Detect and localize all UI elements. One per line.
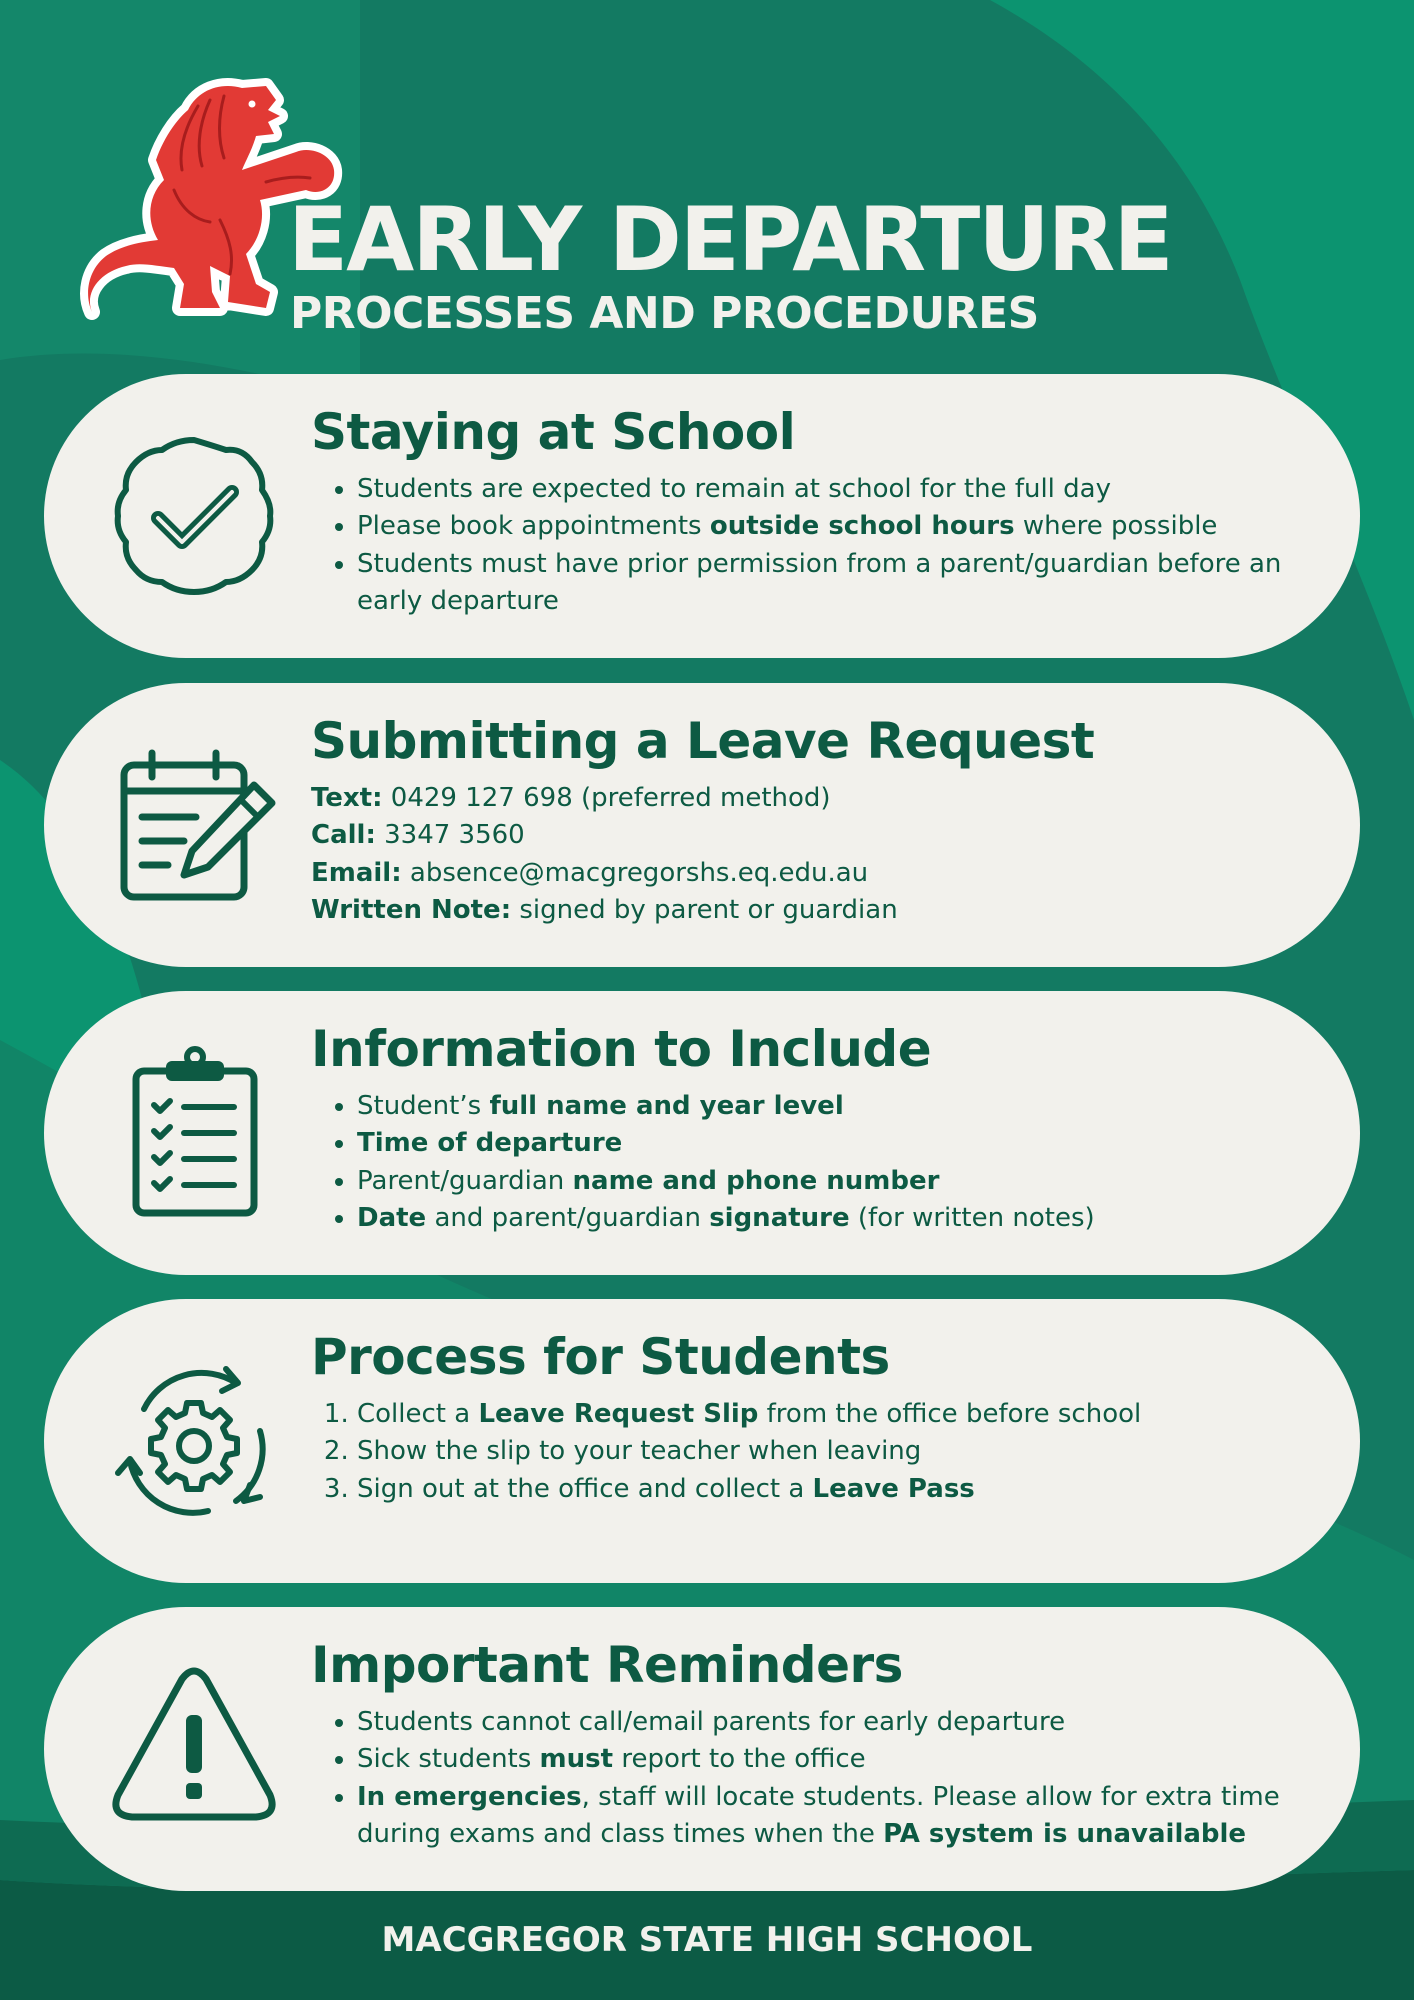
section-title: Important Reminders (311, 1636, 903, 1694)
contact-text: Text: 0429 127 698 (preferred method) (311, 782, 831, 813)
list-item: • Please book appointments outside school hours where possible (357, 508, 1320, 546)
card-information-to-include (44, 991, 1360, 1275)
list-item: • Students cannot call/email parents for early departure (357, 1704, 1320, 1742)
list-item: • In emergencies, staff will locate students. Please allow for extra time during exams and class times when the PA system is unavailable (357, 1779, 1320, 1854)
card-process-for-students (44, 1299, 1360, 1583)
list-item: • Student’s full name and year level (357, 1088, 1320, 1126)
contact-list (311, 780, 1320, 930)
section-title: Staying at School (311, 403, 796, 461)
contact-call: Call: 3347 3560 (311, 820, 525, 850)
list-item: 2. Show the slip to your teacher when leaving (357, 1433, 1320, 1471)
verified-badge-check-icon (104, 426, 284, 606)
contact-written-note: Written Note: signed by parent or guardian (311, 895, 898, 925)
poster-subtitle: PROCESSES AND PROCEDURES (290, 288, 1039, 339)
contact-email: Email: absence@macgregorshs.eq.edu.au (311, 857, 869, 888)
list-item: • Students are expected to remain at school for the full day (357, 471, 1320, 509)
bullet-list (311, 471, 1320, 621)
numbered-steps (311, 1396, 1320, 1509)
list-item: • Parent/guardian name and phone number (357, 1163, 1320, 1201)
clipboard-checklist-icon (104, 1043, 284, 1223)
card-important-reminders (44, 1607, 1360, 1891)
section-title: Submitting a Leave Request (311, 712, 1095, 770)
bullet-list (311, 1088, 1320, 1238)
calendar-pencil-icon (104, 735, 284, 915)
list-item: • Sick students must report to the office (357, 1741, 1320, 1779)
section-title: Information to Include (311, 1020, 932, 1078)
section-title: Process for Students (311, 1328, 890, 1386)
card-submitting-leave-request (44, 683, 1360, 967)
gear-cycle-icon (104, 1351, 284, 1531)
bullet-list (311, 1704, 1320, 1854)
list-item: • Date and parent/guardian signature (for written notes) (357, 1200, 1320, 1238)
list-item: 1. Collect a Leave Request Slip from the office before school (357, 1396, 1320, 1434)
footer-school-name: MACGREGOR STATE HIGH SCHOOL (381, 1920, 1033, 1960)
list-item: • Time of departure (357, 1125, 1320, 1163)
poster-title: EARLY DEPARTURE (288, 188, 1172, 291)
list-item: • Students must have prior permission from a parent/guardian before an early departure (357, 546, 1320, 621)
list-item: 3. Sign out at the office and collect a Leave Pass (357, 1471, 1320, 1509)
warning-triangle-icon (104, 1659, 284, 1839)
card-staying-at-school (44, 374, 1360, 658)
